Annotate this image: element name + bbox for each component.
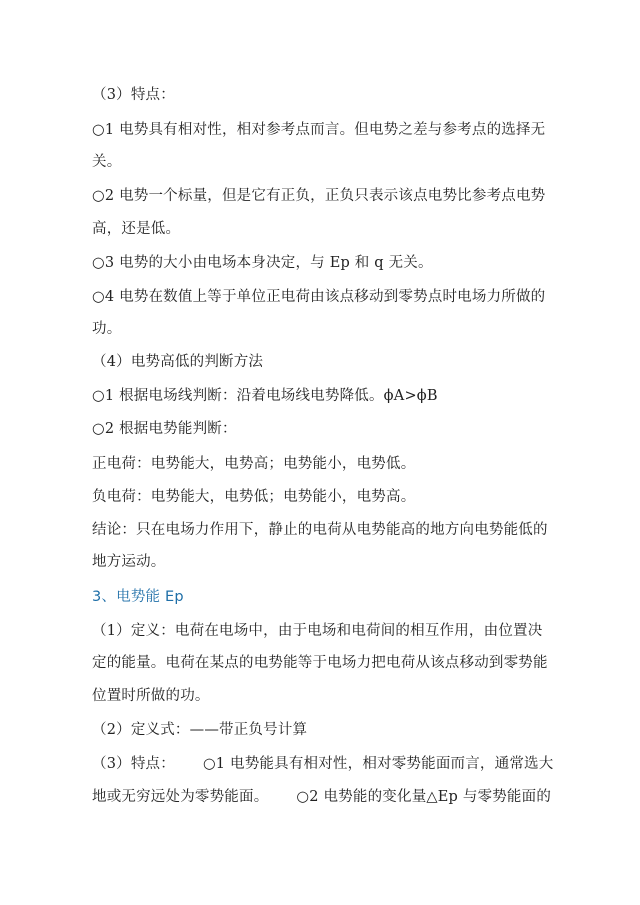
conclusion-line-1: 结论：只在电场力作用下，静止的电荷从电势能高的地方向电势能低的 [92,522,548,538]
features-point-1-part-2: 地或无穷远处为零势能面。 [92,789,269,805]
point-3-line: ○3 电势的大小由电场本身决定，与 Ep 和 q 无关。 [92,255,433,271]
definition-line-1: （1）定义：电荷在电场中，由于电场和电荷间的相互作用，由位置决 [92,623,543,639]
definition-line-3: 位置时所做的功。 [92,688,210,704]
features-label: （3）特点： [92,756,175,772]
section-4-heading: （4）电势高低的判断方法 [92,354,264,370]
point-4-line-2: 功。 [92,321,122,337]
definition-line-2: 定的能量。电荷在某点的电势能等于电场力把电荷从该点移动到零势能 [92,655,548,671]
point-2-line-2: 高，还是低。 [92,221,181,237]
section-ep-heading: 3、电势能 Ep [92,589,184,605]
point-1-line-1: ○1 电势具有相对性，相对参考点而言。但电势之差与参考点的选择无 [92,122,546,138]
point-2-line-1: ○2 电势一个标量，但是它有正负，正负只表示该点电势比参考点电势 [92,188,546,204]
judge-method-2: ○2 根据电势能判断： [92,421,237,437]
point-1-line-2: 关。 [92,154,122,170]
conclusion-line-2: 地方运动。 [92,554,166,570]
point-4-line-1: ○4 电势在数值上等于单位正电荷由该点移动到零势点时电场力所做的 [92,289,546,305]
judge-method-1: ○1 根据电场线判断：沿着电场线电势降低。ϕA>ϕB [92,388,438,404]
section-3-heading: （3）特点： [92,87,175,103]
positive-charge-line: 正电荷：电势能大，电势高；电势能小，电势低。 [92,456,416,472]
features-line-1 [92,754,553,774]
formula-line: （2）定义式：——带正负号计算 [92,722,308,738]
features-point-1-part-1: ○1 电势能具有相对性，相对零势能面而言，通常选大 [202,756,554,772]
negative-charge-line: 负电荷：电势能大，电势低；电势能小，电势高。 [92,489,416,505]
features-point-2-part-1: ○2 电势能的变化量△Ep 与零势能面的 [296,789,552,805]
features-line-2 [92,787,551,807]
